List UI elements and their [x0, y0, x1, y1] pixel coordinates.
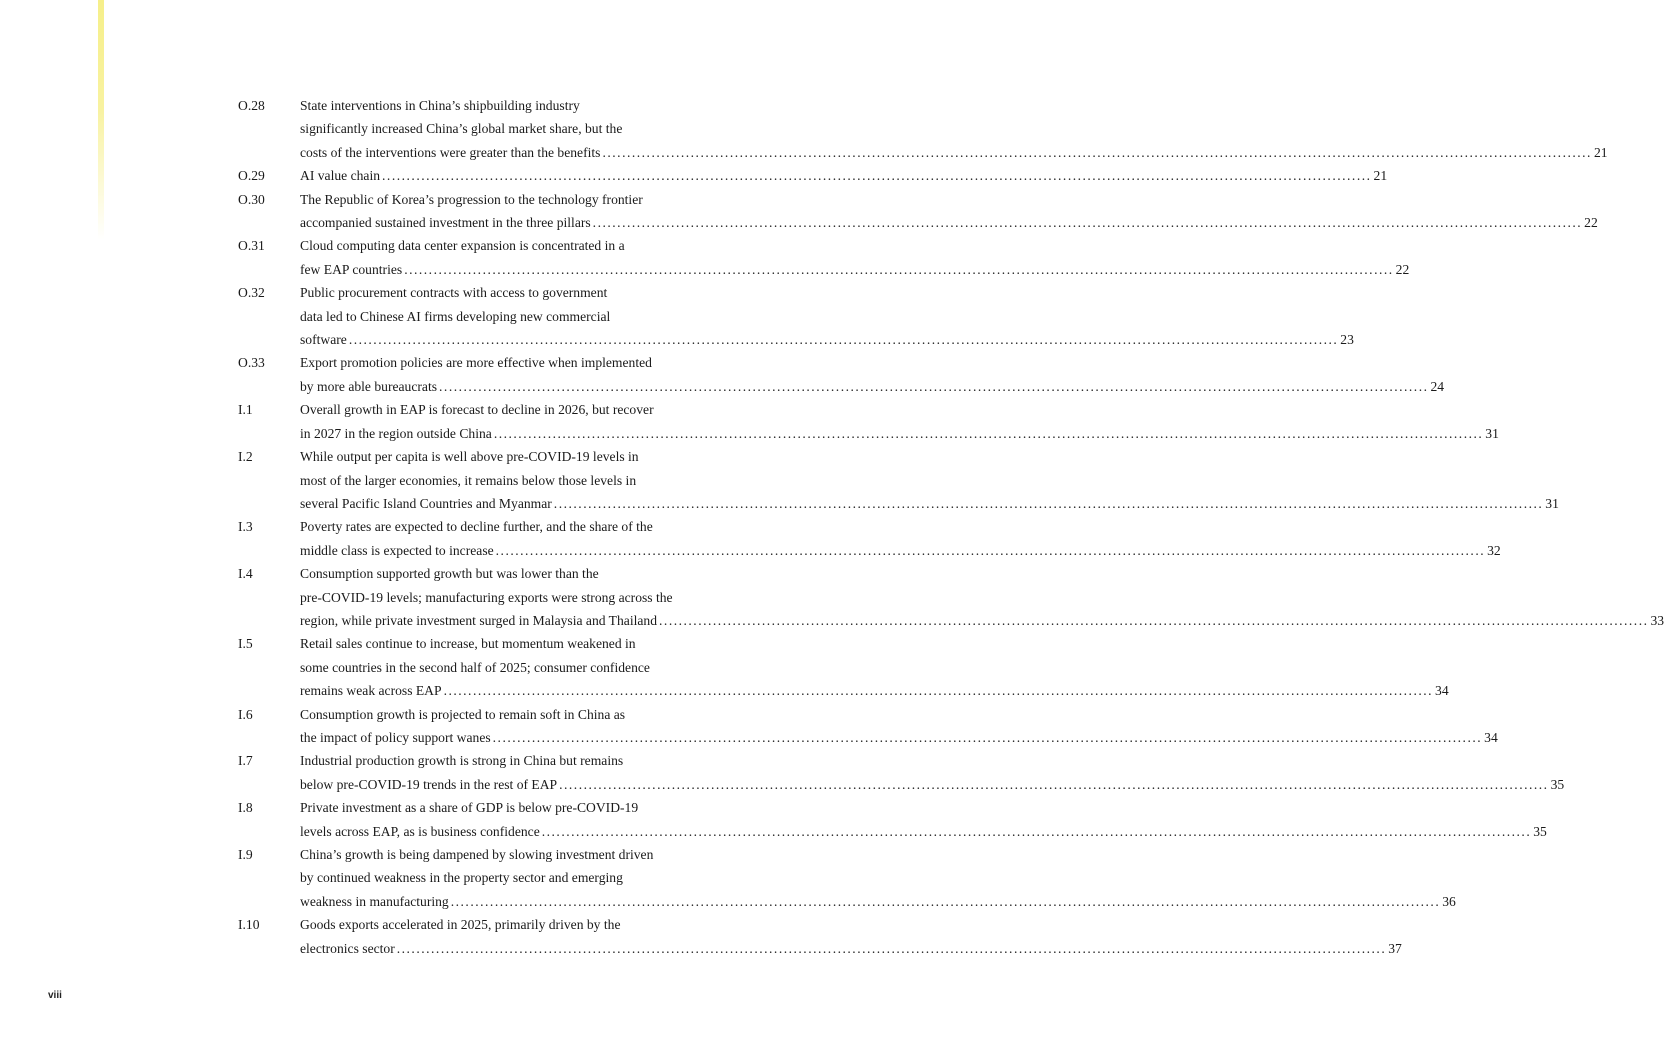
figure-title [300, 188, 1598, 235]
title-last-line [300, 539, 1501, 562]
dot-leader [451, 890, 1440, 913]
figure-number: I.3 [238, 519, 253, 535]
title-line: Private investment as a share of GDP is below pre-COVID-19 [300, 800, 639, 816]
dot-leader [382, 164, 1371, 187]
toc-entry[interactable] [238, 913, 1402, 960]
figure-number: O.33 [238, 355, 265, 371]
title-line: The Republic of Korea’s progression to the technology frontier [300, 191, 643, 207]
title-last-line [300, 937, 1402, 960]
title-line: in 2027 in the region outside China [300, 425, 492, 441]
toc-entry[interactable] [238, 632, 1449, 702]
title-line: several Pacific Island Countries and Myanmar [300, 495, 552, 511]
toc-entry[interactable] [238, 843, 1456, 913]
dot-leader [439, 375, 1428, 398]
title-last-line [300, 141, 1608, 164]
page-reference[interactable]: 21 [1593, 144, 1608, 160]
dot-leader [542, 820, 1531, 843]
title-line: While output per capita is well above pre-COVID-19 levels in [300, 449, 639, 465]
figure-title [300, 164, 1387, 187]
figure-title [300, 515, 1501, 562]
figure-number: O.31 [238, 238, 265, 254]
title-line: Overall growth in EAP is forecast to decline in 2026, but recover [300, 402, 654, 418]
title-line: Consumption supported growth but was lower than the [300, 566, 599, 582]
page-reference[interactable]: 34 [1484, 729, 1498, 745]
title-last-line [300, 773, 1564, 796]
page-reference[interactable]: 35 [1550, 776, 1565, 792]
title-last-line [300, 492, 1559, 515]
toc-entry[interactable] [238, 796, 1547, 843]
toc-entry[interactable] [238, 749, 1565, 796]
dot-leader [496, 539, 1485, 562]
toc-entry[interactable] [238, 562, 1664, 632]
page-number: viii [48, 990, 62, 1001]
toc-entry[interactable] [238, 164, 1388, 187]
figure-title [300, 749, 1564, 796]
toc-entry[interactable] [238, 188, 1598, 235]
title-line: by more able bureaucrats [300, 378, 438, 394]
title-line: costs of the interventions were greater than the benefits [300, 144, 601, 160]
page-reference[interactable]: 36 [1442, 893, 1456, 909]
title-line: by continued weakness in the property sector and emerging [300, 870, 623, 886]
figure-number: O.30 [238, 191, 265, 207]
title-line: accompanied sustained investment in the three pillars [300, 215, 591, 231]
dot-leader [404, 258, 1393, 281]
figure-title [300, 843, 1456, 913]
page-reference[interactable]: 35 [1533, 823, 1547, 839]
figure-number: I.1 [238, 402, 253, 418]
page-reference[interactable]: 21 [1373, 168, 1388, 184]
figure-title [300, 234, 1409, 281]
page-reference[interactable]: 33 [1650, 612, 1664, 628]
title-line: below pre-COVID-19 trends in the rest of EAP [300, 776, 558, 792]
title-line: Export promotion policies are more effective when implemented [300, 355, 652, 371]
title-line: electronics sector [300, 940, 395, 956]
dot-leader [593, 211, 1582, 234]
title-line: State interventions in China’s shipbuilding industry [300, 98, 580, 113]
title-line: Retail sales continue to increase, but momentum weakened in [300, 636, 636, 652]
title-line: the impact of policy support wanes [300, 729, 491, 745]
figure-title [300, 632, 1449, 702]
figure-number: I.7 [238, 753, 253, 769]
toc-entry[interactable] [238, 515, 1501, 562]
figure-title [300, 445, 1559, 515]
title-line: Consumption growth is projected to remain soft in China as [300, 706, 626, 722]
toc-entry[interactable] [238, 445, 1559, 515]
dot-leader [494, 422, 1483, 445]
accent-bar [98, 0, 104, 240]
title-line: levels across EAP, as is business confidence [300, 823, 540, 839]
title-last-line [300, 211, 1598, 234]
toc-entry[interactable] [238, 94, 1608, 164]
title-last-line [300, 164, 1387, 187]
title-last-line [300, 726, 1498, 749]
page-reference[interactable]: 31 [1545, 495, 1559, 511]
dot-leader [493, 726, 1482, 749]
figure-number: I.8 [238, 800, 253, 816]
toc-entry[interactable] [238, 234, 1410, 281]
figure-title [300, 398, 1499, 445]
title-line: most of the larger economies, it remains below those levels in [300, 472, 637, 488]
title-last-line [300, 820, 1547, 843]
title-line: some countries in the second half of 2025; consumer confidence [300, 659, 650, 675]
toc-entry[interactable] [238, 281, 1354, 351]
title-last-line [300, 890, 1456, 913]
page-reference[interactable]: 24 [1430, 378, 1445, 394]
page-reference[interactable]: 32 [1487, 542, 1501, 558]
figure-number: I.6 [238, 706, 253, 722]
figure-title [300, 913, 1402, 960]
title-line: Goods exports accelerated in 2025, primarily driven by the [300, 917, 621, 933]
title-line: region, while private investment surged in Malaysia and Thailand [300, 612, 658, 628]
page-reference[interactable]: 22 [1584, 215, 1598, 231]
title-line: Industrial production growth is strong in China but remains [300, 753, 624, 769]
figure-number: O.28 [238, 98, 265, 113]
title-line: Poverty rates are expected to decline further, and the share of the [300, 519, 653, 535]
dot-leader [397, 937, 1386, 960]
figure-number: I.4 [238, 566, 253, 582]
figure-title [300, 796, 1547, 843]
page-reference[interactable]: 31 [1485, 425, 1499, 441]
title-line: few EAP countries [300, 261, 403, 277]
title-line: middle class is expected to increase [300, 542, 494, 558]
title-line: weakness in manufacturing [300, 893, 449, 909]
dot-leader [559, 773, 1548, 796]
title-line: significantly increased China’s global market share, but the [300, 121, 623, 137]
figure-number: I.9 [238, 847, 253, 862]
title-last-line [300, 679, 1449, 702]
title-line: data led to Chinese AI firms developing new commercial [300, 308, 611, 324]
title-line: Public procurement contracts with access to government [300, 285, 608, 301]
figure-number: I.5 [238, 636, 253, 652]
toc-entry[interactable] [238, 703, 1498, 750]
figure-title [300, 562, 1664, 632]
page-reference[interactable]: 37 [1388, 940, 1402, 956]
figure-number: O.32 [238, 285, 265, 301]
title-last-line [300, 328, 1354, 351]
toc-entry[interactable] [238, 398, 1499, 445]
dot-leader [602, 141, 1591, 164]
page-reference[interactable]: 22 [1395, 261, 1410, 277]
title-line: software [300, 332, 347, 348]
dot-leader [349, 328, 1338, 351]
title-line: Cloud computing data center expansion is concentrated in a [300, 238, 625, 254]
figure-number: I.10 [238, 917, 260, 933]
title-line: China’s growth is being dampened by slowing investment driven [300, 847, 654, 862]
title-last-line [300, 258, 1409, 281]
figure-number: O.29 [238, 168, 265, 184]
figure-title [300, 281, 1354, 351]
title-last-line [300, 375, 1444, 398]
title-line: remains weak across EAP [300, 683, 442, 699]
figure-title [300, 94, 1608, 164]
title-last-line [300, 609, 1664, 632]
toc-entry[interactable] [238, 351, 1445, 398]
title-line: pre-COVID-19 levels; manufacturing exports were strong across the [300, 589, 673, 605]
page-reference[interactable]: 23 [1340, 332, 1354, 348]
figure-title [300, 703, 1498, 750]
title-line: AI value chain [300, 168, 381, 184]
dot-leader [554, 492, 1543, 515]
page-reference[interactable]: 34 [1435, 683, 1449, 699]
title-last-line [300, 422, 1499, 445]
figure-title [300, 351, 1444, 398]
dot-leader [659, 609, 1648, 632]
figure-number: I.2 [238, 449, 253, 465]
dot-leader [444, 679, 1433, 702]
table-of-contents [238, 94, 1664, 960]
